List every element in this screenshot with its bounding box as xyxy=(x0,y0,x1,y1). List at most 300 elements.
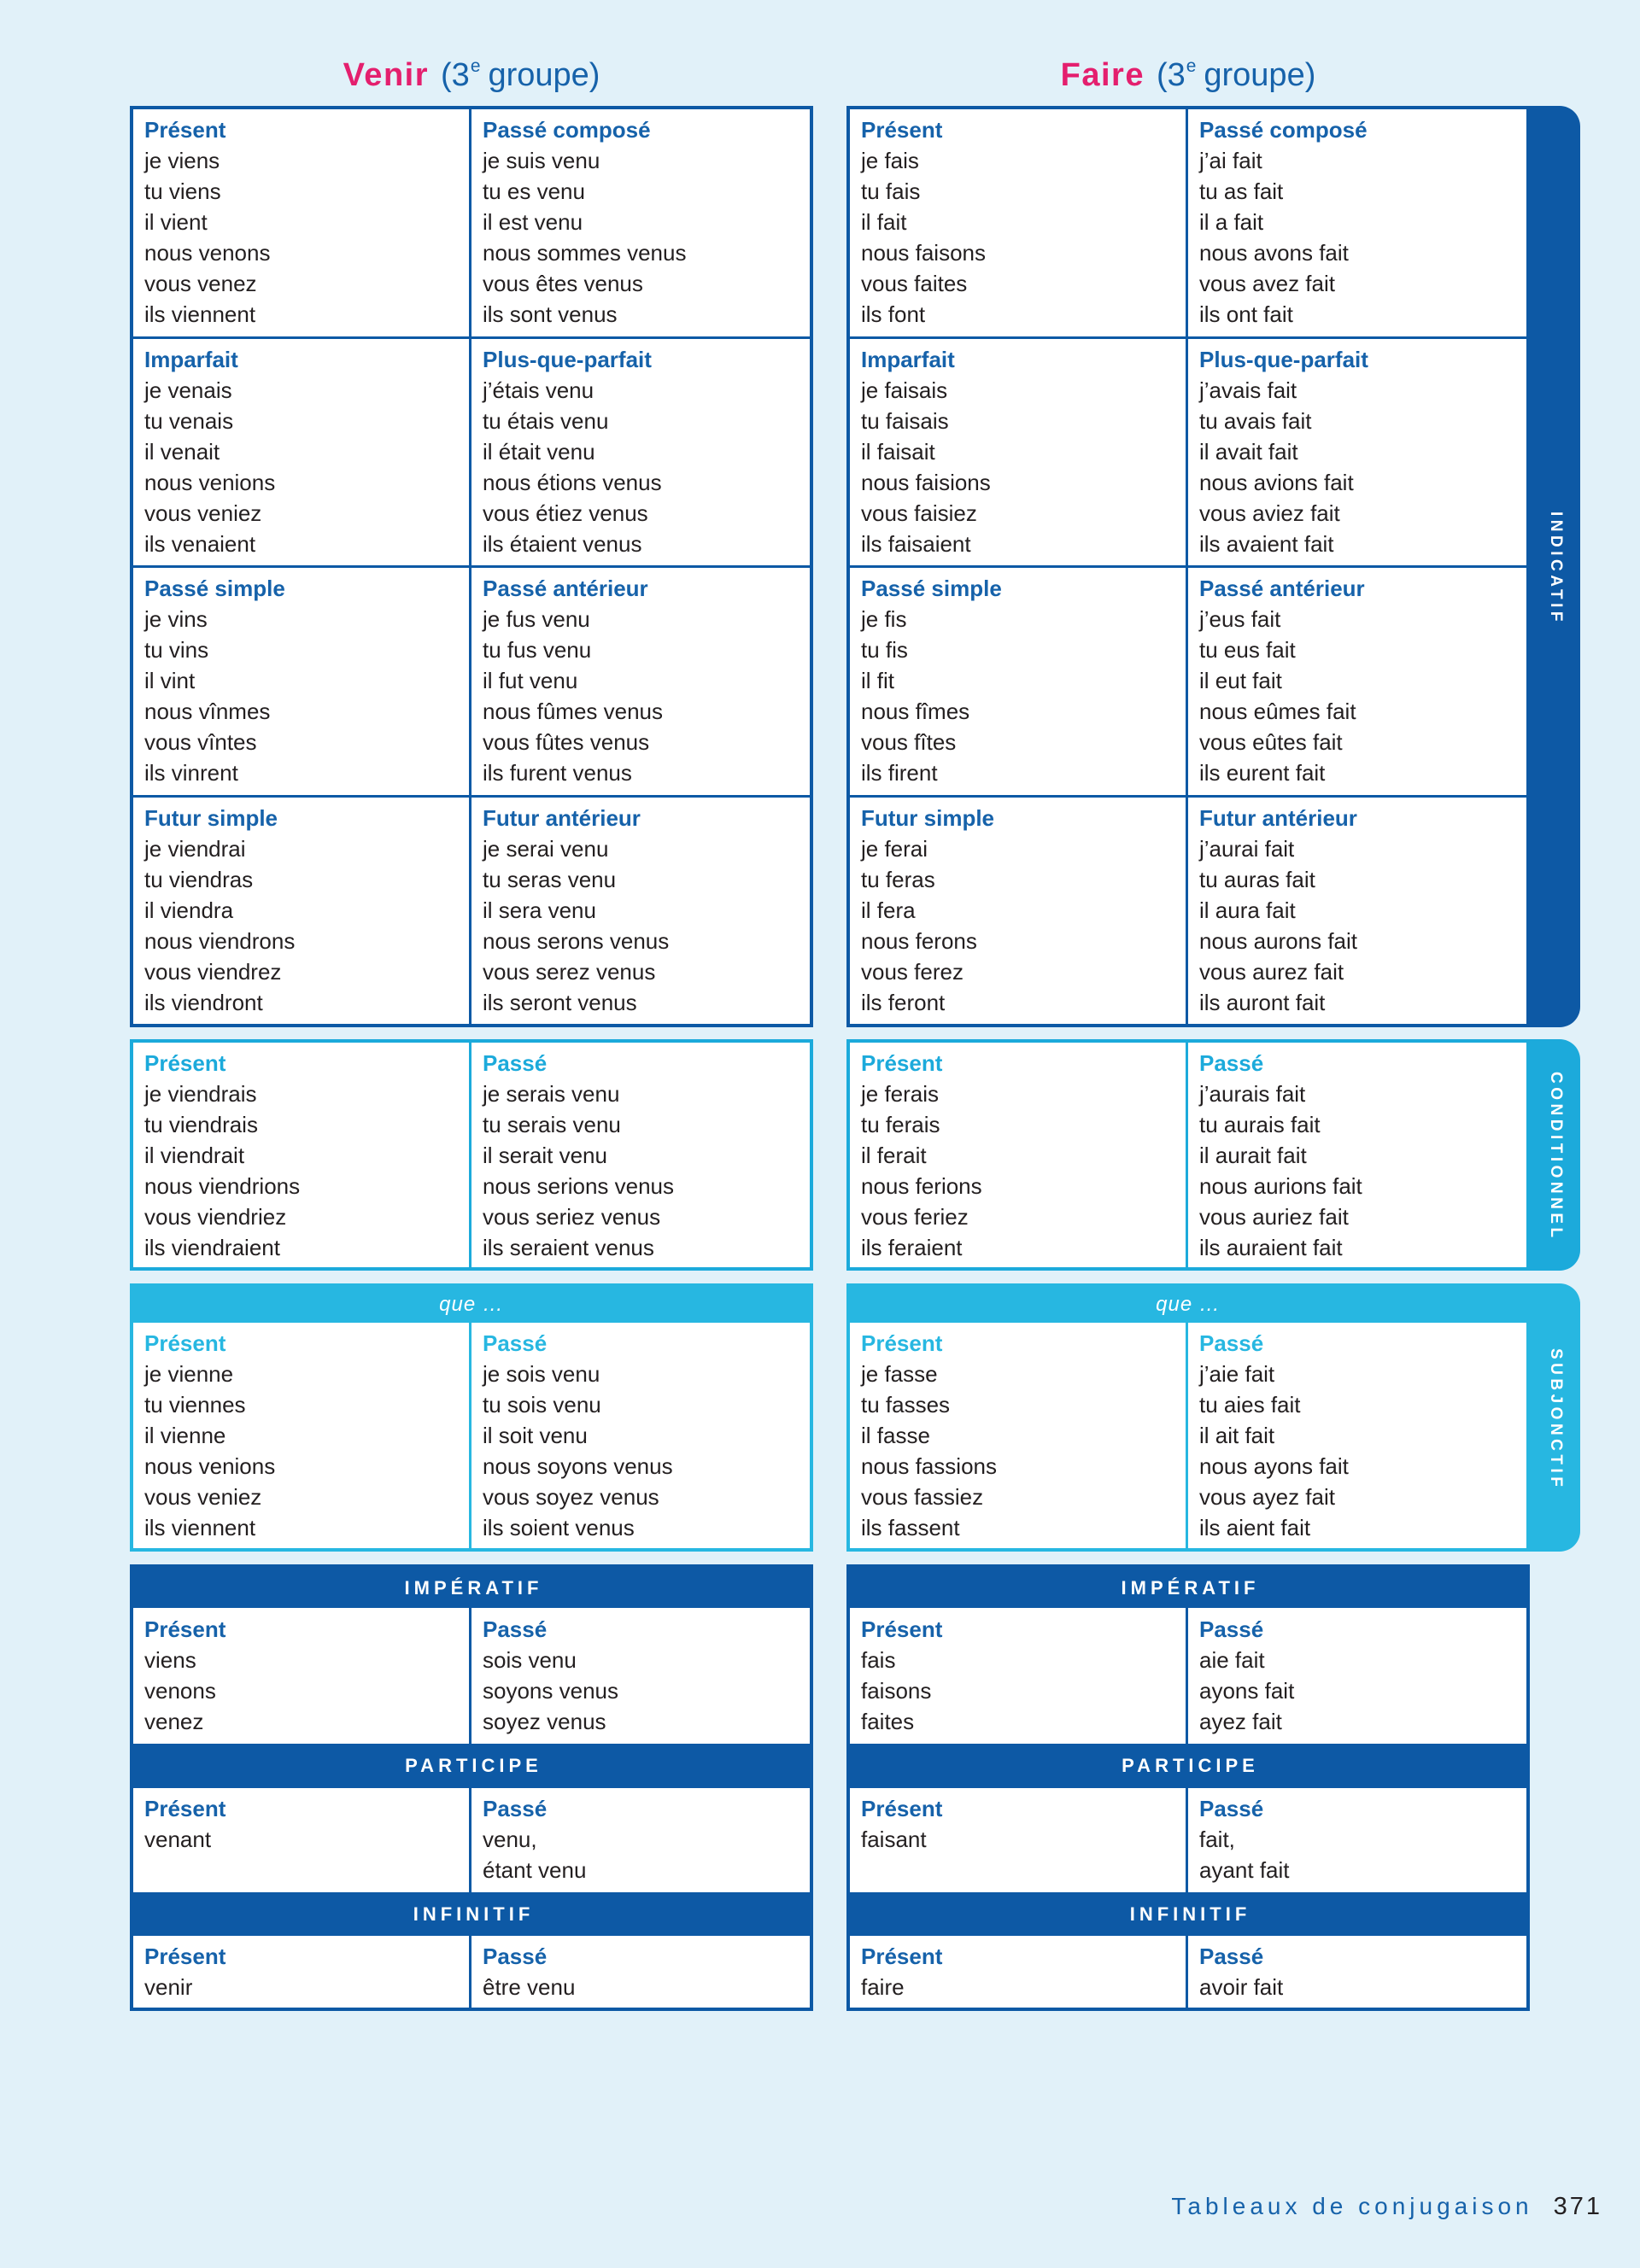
tense-cell-right xyxy=(472,339,810,566)
conjugated-form: ils eurent fait xyxy=(1199,760,1326,786)
indicatif-tab xyxy=(1526,106,1580,1027)
conjugated-form: il faisait xyxy=(861,438,935,465)
conjugated-form: venons xyxy=(144,1678,216,1704)
tense-cell-right xyxy=(472,1323,810,1548)
conjugated-form: il soit venu xyxy=(483,1423,588,1448)
subjonctif-row xyxy=(133,1323,810,1548)
tense-cell-left xyxy=(133,1608,472,1744)
conjugated-form: je viens xyxy=(144,148,220,173)
conditionnel-table xyxy=(130,1039,813,1271)
conjugated-form: ils firent xyxy=(861,760,938,786)
conjugated-form: nous fassions xyxy=(861,1453,997,1479)
conjugated-form: nous avons fait xyxy=(1199,240,1349,266)
conjugated-form: il a fait xyxy=(1199,209,1264,235)
tense-cell-left xyxy=(133,568,472,795)
participe-heading-label: PARTICIPE xyxy=(405,1755,542,1776)
subjonctif-row xyxy=(850,1323,1526,1548)
conjugated-form: tu aies fait xyxy=(1199,1392,1301,1418)
conjugated-form: nous étions venus xyxy=(483,469,662,495)
conjugated-form: vous seriez venus xyxy=(483,1204,661,1230)
footer-title: Tableaux de conjugaison xyxy=(1171,2193,1533,2219)
verb-group xyxy=(441,57,600,93)
tense-heading: Futur antérieur xyxy=(1199,804,1357,831)
conjugated-form: tu auras fait xyxy=(1199,866,1315,892)
imperatif-heading xyxy=(133,1568,810,1608)
page-number: 371 xyxy=(1553,2193,1602,2220)
indicatif-row xyxy=(133,565,810,795)
conjugated-form: ayant fait xyxy=(1199,1857,1290,1883)
conjugated-form: ils auraient fait xyxy=(1199,1235,1343,1260)
conjugated-form: vous aurez fait xyxy=(1199,958,1344,985)
conditionnel-row xyxy=(133,1043,810,1267)
tense-cell-right xyxy=(1188,1608,1526,1744)
conjugated-form: venu, xyxy=(483,1827,537,1852)
tense-cell-left xyxy=(133,1788,472,1892)
subjonctif-tab-label: SUBJONCTIF xyxy=(1547,1347,1565,1491)
tense-heading: Présent xyxy=(144,1796,226,1821)
tense-heading: Plus-que-parfait xyxy=(483,346,652,372)
conjugated-form: ils fassent xyxy=(861,1515,960,1540)
tense-cell-right xyxy=(1188,1323,1526,1548)
subjonctif-tab xyxy=(1526,1283,1580,1552)
conjugated-form: faisons xyxy=(861,1678,932,1704)
conjugated-form: je fus venu xyxy=(483,606,590,632)
conjugated-form: nous ayons fait xyxy=(1199,1453,1349,1479)
conjugated-form: il venait xyxy=(144,438,220,465)
conjugated-form: vous aviez fait xyxy=(1199,500,1340,526)
conjugated-form: faisant xyxy=(861,1827,927,1852)
verb-column-venir xyxy=(130,0,813,2049)
participe-row xyxy=(850,1788,1526,1892)
tense-cell-right xyxy=(472,798,810,1025)
tense-heading: Passé simple xyxy=(861,576,1002,601)
verb-title xyxy=(130,51,813,99)
conjugated-form: nous aurons fait xyxy=(1199,927,1358,954)
conjugated-form: tu serais venu xyxy=(483,1112,621,1137)
tense-cell-left xyxy=(850,568,1188,795)
conjugated-form: aie fait xyxy=(1199,1647,1265,1673)
conjugated-form: vous fassiez xyxy=(861,1484,984,1510)
tense-cell-right xyxy=(472,109,810,336)
conjugated-form: tu feras xyxy=(861,866,935,892)
imperatif-heading-label: IMPÉRATIF xyxy=(404,1577,543,1599)
conjugated-form: il fait xyxy=(861,209,907,235)
tense-heading: Imparfait xyxy=(144,346,238,372)
tense-heading: Présent xyxy=(144,1944,226,1969)
tense-heading: Passé xyxy=(1199,1330,1264,1356)
conditionnel-tab xyxy=(1526,1039,1580,1271)
conjugated-form: ils avaient fait xyxy=(1199,530,1334,557)
tense-heading: Passé xyxy=(483,1330,548,1356)
conjugated-form: j’ai fait xyxy=(1199,148,1262,173)
conjugated-form: vous viendrez xyxy=(144,958,282,985)
conjugated-form: il est venu xyxy=(483,209,583,235)
conjugated-form: nous viendrons xyxy=(144,927,296,954)
tense-cell-right xyxy=(472,1043,810,1267)
conjugated-form: il viendra xyxy=(144,897,234,923)
conjugated-form: vous venez xyxy=(144,271,257,296)
tense-heading: Futur simple xyxy=(144,804,278,831)
tense-heading: Passé xyxy=(483,1944,548,1969)
conjugated-form: tu eus fait xyxy=(1199,637,1296,663)
conjugated-form: vous soyez venus xyxy=(483,1484,659,1510)
tense-heading: Passé xyxy=(483,1050,548,1076)
conjugated-form: faire xyxy=(861,1974,905,2000)
conditionnel-row xyxy=(850,1043,1526,1267)
conjugated-form: venant xyxy=(144,1827,212,1852)
conjugated-form: ils viendraient xyxy=(144,1235,280,1260)
conjugated-form: nous sommes venus xyxy=(483,240,687,266)
participe-row xyxy=(133,1788,810,1892)
tense-cell-right xyxy=(472,1936,810,2008)
participe-heading-label: PARTICIPE xyxy=(1122,1755,1259,1776)
tense-heading: Passé antérieur xyxy=(1199,576,1365,601)
conjugated-form: ils étaient venus xyxy=(483,530,642,557)
conjugated-form: soyons venus xyxy=(483,1678,618,1704)
indicatif-row xyxy=(850,336,1526,566)
conjugated-form: ils soient venus xyxy=(483,1515,635,1540)
conjugated-form: tu aurais fait xyxy=(1199,1112,1321,1137)
conjugated-form: venez xyxy=(144,1709,204,1734)
conjugated-form: nous soyons venus xyxy=(483,1453,673,1479)
conjugated-form: tu seras venu xyxy=(483,866,617,892)
conjugated-form: il eut fait xyxy=(1199,668,1282,693)
conjugated-form: j’aurais fait xyxy=(1199,1081,1306,1107)
subjonctif-intro-label: que … xyxy=(1156,1293,1221,1316)
imperatif-participe-infinitif-table xyxy=(846,1564,1530,2011)
conjugated-form: il était venu xyxy=(483,438,595,465)
tense-heading: Présent xyxy=(144,117,226,143)
tense-cell-left xyxy=(850,109,1188,336)
infinitif-row xyxy=(133,1936,810,2008)
indicatif-row xyxy=(133,795,810,1025)
conjugated-form: nous fûmes venus xyxy=(483,699,664,724)
conjugated-form: je serais venu xyxy=(483,1081,620,1107)
conjugated-form: ils auront fait xyxy=(1199,989,1326,1015)
tense-heading: Passé xyxy=(483,1796,548,1821)
conjugated-form: vous serez venus xyxy=(483,958,656,985)
conjugated-form: ils feraient xyxy=(861,1235,963,1260)
conjugated-form: vous feriez xyxy=(861,1204,969,1230)
tense-heading: Présent xyxy=(144,1616,226,1642)
conjugated-form: ils viennent xyxy=(144,301,256,327)
conjugated-form: nous viendrions xyxy=(144,1173,301,1199)
tense-heading: Présent xyxy=(861,1050,943,1076)
tense-heading: Présent xyxy=(861,1944,943,1969)
indicatif-row xyxy=(850,565,1526,795)
conjugated-form: nous eûmes fait xyxy=(1199,699,1356,724)
infinitif-heading-label: INFINITIF xyxy=(1129,1903,1251,1925)
conjugated-form: il viendrait xyxy=(144,1143,245,1168)
conjugated-form: je fais xyxy=(861,148,919,173)
conjugated-form: tu sois venu xyxy=(483,1392,601,1418)
conjugated-form: fait, xyxy=(1199,1827,1235,1852)
infinitif-heading xyxy=(133,1892,810,1936)
group-word: groupe) xyxy=(1204,57,1316,93)
conjugated-form: il sera venu xyxy=(483,897,596,923)
tense-heading: Passé xyxy=(483,1616,548,1642)
tense-heading: Futur antérieur xyxy=(483,804,641,831)
tense-heading: Présent xyxy=(861,1616,943,1642)
conjugated-form: ils vinrent xyxy=(144,760,238,786)
tense-cell-right xyxy=(1188,568,1526,795)
group-ordinal-suffix: e xyxy=(1186,56,1197,77)
conjugated-form: j’étais venu xyxy=(483,377,594,403)
verb-name: Venir xyxy=(343,57,430,93)
conjugated-form: nous ferions xyxy=(861,1173,982,1199)
group-word: groupe) xyxy=(488,57,600,93)
verb-name: Faire xyxy=(1060,57,1145,93)
infinitif-row xyxy=(850,1936,1526,2008)
conjugated-form: ils furent venus xyxy=(483,760,632,786)
group-ordinal-suffix: e xyxy=(470,56,481,77)
tense-cell-left xyxy=(850,1936,1188,2008)
tense-heading: Passé xyxy=(1199,1796,1264,1821)
verb-group xyxy=(1157,57,1315,93)
tense-cell-left xyxy=(133,109,472,336)
conjugated-form: tu viendras xyxy=(144,866,254,892)
tense-cell-left xyxy=(850,1608,1188,1744)
conjugated-form: nous faisons xyxy=(861,240,986,266)
conjugated-form: tu as fait xyxy=(1199,178,1284,204)
indicatif-tab-label: INDICATIF xyxy=(1547,511,1565,626)
tense-cell-left xyxy=(133,1043,472,1267)
conjugated-form: nous venions xyxy=(144,469,276,495)
conjugated-form: je vins xyxy=(144,606,208,632)
tense-heading: Présent xyxy=(861,1330,943,1356)
tense-heading: Passé xyxy=(1199,1944,1264,1969)
tense-heading: Présent xyxy=(144,1330,226,1356)
conjugated-form: vous faites xyxy=(861,271,968,296)
conjugated-form: avoir fait xyxy=(1199,1974,1284,2000)
conjugated-form: vous ayez fait xyxy=(1199,1484,1335,1510)
conjugated-form: tu viendrais xyxy=(144,1112,258,1137)
conjugated-form: nous fîmes xyxy=(861,699,970,724)
conjugated-form: vous veniez xyxy=(144,500,262,526)
conjugated-form: tu fais xyxy=(861,178,921,204)
conjugated-form: je venais xyxy=(144,377,232,403)
participe-heading xyxy=(133,1744,810,1788)
conjugated-form: ils venaient xyxy=(144,530,256,557)
tense-cell-left xyxy=(850,339,1188,566)
conjugated-form: ils faisaient xyxy=(861,530,971,557)
tense-cell-right xyxy=(472,1788,810,1892)
conjugated-form: ils font xyxy=(861,301,926,327)
subjonctif-intro xyxy=(850,1287,1526,1323)
conjugated-form: ils aient fait xyxy=(1199,1515,1311,1540)
verb-title xyxy=(846,51,1530,99)
conjugated-form: tu es venu xyxy=(483,178,585,204)
indicatif-row xyxy=(133,109,810,336)
conjugated-form: tu fus venu xyxy=(483,637,592,663)
conjugated-form: vous êtes venus xyxy=(483,271,643,296)
conjugated-form: venir xyxy=(144,1974,193,2000)
conjugated-form: je viendrais xyxy=(144,1081,257,1107)
conjugated-form: je ferai xyxy=(861,835,928,862)
conjugated-form: tu vins xyxy=(144,637,209,663)
conjugated-form: il serait venu xyxy=(483,1143,607,1168)
conjugated-form: vous étiez venus xyxy=(483,500,648,526)
conjugated-form: il aura fait xyxy=(1199,897,1296,923)
conjugated-form: ils viennent xyxy=(144,1515,256,1540)
tense-cell-left xyxy=(133,1323,472,1548)
group-number: (3 xyxy=(441,57,470,93)
conjugated-form: nous venions xyxy=(144,1453,276,1479)
tense-cell-right xyxy=(1188,109,1526,336)
indicatif-row xyxy=(133,336,810,566)
conjugated-form: j’avais fait xyxy=(1199,377,1297,403)
conjugated-form: nous venons xyxy=(144,240,271,266)
conjugated-form: nous serons venus xyxy=(483,927,670,954)
conjugated-form: être venu xyxy=(483,1974,576,2000)
imperatif-heading-label: IMPÉRATIF xyxy=(1121,1577,1260,1599)
tense-cell-left xyxy=(133,339,472,566)
conjugated-form: faites xyxy=(861,1709,915,1734)
conjugated-form: tu venais xyxy=(144,407,234,434)
conjugated-form: il fasse xyxy=(861,1423,930,1448)
verb-column-faire xyxy=(846,0,1530,2049)
conjugated-form: je faisais xyxy=(861,377,948,403)
conjugated-form: il fit xyxy=(861,668,894,693)
conjugated-form: fais xyxy=(861,1647,896,1673)
conjugated-form: viens xyxy=(144,1647,196,1673)
conjugated-form: soyez venus xyxy=(483,1709,606,1734)
conjugated-form: vous veniez xyxy=(144,1484,262,1510)
tense-heading: Passé composé xyxy=(483,117,651,143)
tense-cell-right xyxy=(1188,1936,1526,2008)
conjugated-form: nous faisions xyxy=(861,469,991,495)
tense-heading: Présent xyxy=(144,1050,226,1076)
conjugated-form: ils viendront xyxy=(144,989,263,1015)
conjugated-form: je viendrai xyxy=(144,835,246,862)
conjugated-form: ils ont fait xyxy=(1199,301,1293,327)
conjugated-form: il ferait xyxy=(861,1143,927,1168)
imperatif-row xyxy=(133,1608,810,1744)
conjugated-form: vous ferez xyxy=(861,958,964,985)
tense-cell-right xyxy=(472,1608,810,1744)
imperatif-row xyxy=(850,1608,1526,1744)
conjugated-form: vous fîtes xyxy=(861,729,957,755)
conjugated-form: j’eus fait xyxy=(1199,606,1281,632)
participe-heading xyxy=(850,1744,1526,1788)
indicatif-row xyxy=(850,109,1526,336)
tense-cell-right xyxy=(472,568,810,795)
indicatif-table xyxy=(130,106,813,1027)
infinitif-heading-label: INFINITIF xyxy=(413,1903,535,1925)
page-footer xyxy=(1171,2189,1602,2224)
conjugated-form: tu viens xyxy=(144,178,221,204)
subjonctif-intro-label: que … xyxy=(439,1293,504,1316)
tense-heading: Passé xyxy=(1199,1616,1264,1642)
tense-heading: Passé antérieur xyxy=(483,576,648,601)
tense-heading: Imparfait xyxy=(861,346,955,372)
tense-cell-left xyxy=(850,1323,1188,1548)
infinitif-heading xyxy=(850,1892,1526,1936)
conjugated-form: tu avais fait xyxy=(1199,407,1312,434)
conditionnel-table xyxy=(846,1039,1530,1271)
conjugated-form: vous vîntes xyxy=(144,729,257,755)
conjugated-form: je suis venu xyxy=(483,148,600,173)
conjugated-form: tu viennes xyxy=(144,1392,246,1418)
imperatif-participe-infinitif-table xyxy=(130,1564,813,2011)
conjugated-form: je ferais xyxy=(861,1081,940,1107)
conjugated-form: il vient xyxy=(144,209,208,235)
conjugated-form: tu étais venu xyxy=(483,407,609,434)
conjugated-form: vous viendriez xyxy=(144,1204,287,1230)
tense-cell-right xyxy=(1188,1788,1526,1892)
conjugated-form: il vienne xyxy=(144,1423,226,1448)
tense-cell-left xyxy=(850,798,1188,1025)
conjugated-form: il vint xyxy=(144,668,196,693)
conjugated-form: il fut venu xyxy=(483,668,578,693)
conjugated-form: je fis xyxy=(861,606,907,632)
conjugated-form: sois venu xyxy=(483,1647,577,1673)
conjugated-form: il ait fait xyxy=(1199,1423,1275,1448)
tense-heading: Futur simple xyxy=(861,804,995,831)
conjugated-form: ayons fait xyxy=(1199,1678,1295,1704)
conjugated-form: je fasse xyxy=(861,1361,938,1387)
subjonctif-table xyxy=(846,1283,1530,1552)
tense-heading: Passé composé xyxy=(1199,117,1368,143)
conjugated-form: nous serions venus xyxy=(483,1173,675,1199)
tense-cell-right xyxy=(1188,1043,1526,1267)
conjugated-form: vous fûtes venus xyxy=(483,729,650,755)
tense-heading: Passé xyxy=(1199,1050,1264,1076)
conjugated-form: vous avez fait xyxy=(1199,271,1335,296)
tense-cell-left xyxy=(850,1788,1188,1892)
conjugated-form: nous ferons xyxy=(861,927,977,954)
conjugated-form: nous avions fait xyxy=(1199,469,1354,495)
conjugated-form: vous auriez fait xyxy=(1199,1204,1349,1230)
tense-heading: Présent xyxy=(861,117,943,143)
tense-cell-right xyxy=(1188,339,1526,566)
tense-cell-right xyxy=(1188,798,1526,1025)
subjonctif-table xyxy=(130,1283,813,1552)
conjugated-form: tu fis xyxy=(861,637,908,663)
conjugated-form: tu fasses xyxy=(861,1392,951,1418)
conjugated-form: tu ferais xyxy=(861,1112,940,1137)
conjugated-form: il avait fait xyxy=(1199,438,1298,465)
conjugated-form: il fera xyxy=(861,897,916,923)
conjugated-form: nous vînmes xyxy=(144,699,271,724)
tense-heading: Passé simple xyxy=(144,576,285,601)
imperatif-heading xyxy=(850,1568,1526,1608)
conjugated-form: ils sont venus xyxy=(483,301,618,327)
tense-cell-left xyxy=(133,798,472,1025)
group-number: (3 xyxy=(1156,57,1186,93)
conjugated-form: ils feront xyxy=(861,989,946,1015)
conjugated-form: je serai venu xyxy=(483,835,609,862)
conjugated-form: je vienne xyxy=(144,1361,234,1387)
tense-cell-left xyxy=(133,1936,472,2008)
conjugated-form: vous eûtes fait xyxy=(1199,729,1343,755)
conjugated-form: étant venu xyxy=(483,1857,587,1883)
conjugated-form: j’aurai fait xyxy=(1199,835,1295,862)
subjonctif-intro xyxy=(133,1287,810,1323)
conjugated-form: vous faisiez xyxy=(861,500,977,526)
tense-heading: Présent xyxy=(861,1796,943,1821)
conjugated-form: je sois venu xyxy=(483,1361,600,1387)
conjugated-form: ils seraient venus xyxy=(483,1235,654,1260)
indicatif-row xyxy=(850,795,1526,1025)
tense-cell-left xyxy=(850,1043,1188,1267)
conjugated-form: il aurait fait xyxy=(1199,1143,1307,1168)
indicatif-table xyxy=(846,106,1530,1027)
conditionnel-tab-label: CONDITIONNEL xyxy=(1547,1072,1565,1242)
tense-heading: Plus-que-parfait xyxy=(1199,346,1368,372)
conjugated-form: ayez fait xyxy=(1199,1709,1282,1734)
conjugated-form: ils seront venus xyxy=(483,989,637,1015)
